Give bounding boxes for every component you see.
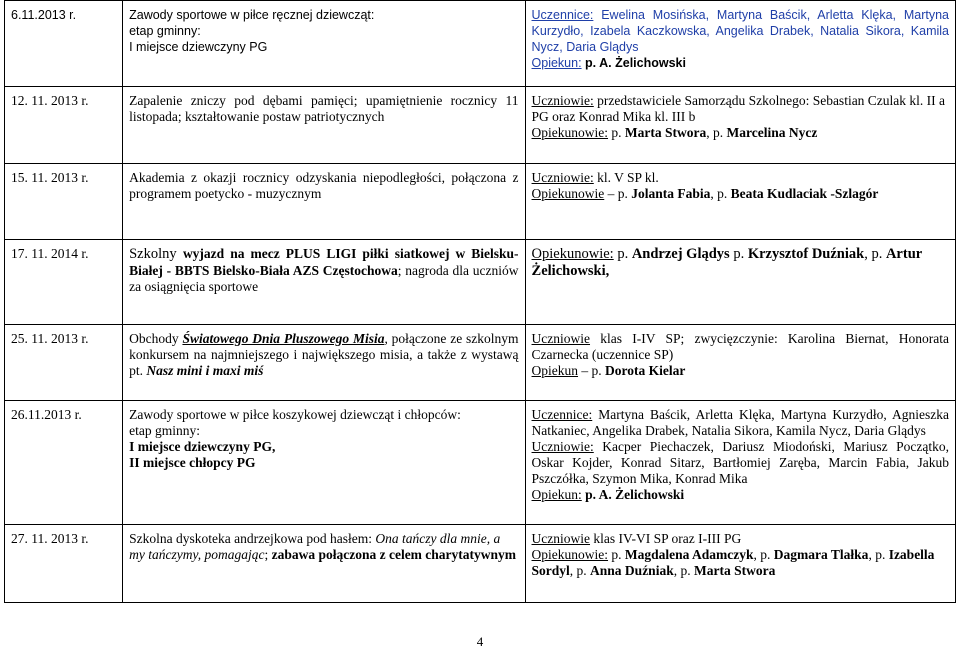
event-date: 25. 11. 2013 r. bbox=[11, 331, 89, 346]
event-participants bbox=[526, 164, 955, 210]
students-line: Uczniowie: przedstawiciele Samorządu Szkolnego: Sebastian Czulak kl. II a PG oraz Konrad Mika kl. III b bbox=[531, 93, 946, 124]
event-description: Obchody Światowego Dnia Pluszowego Misia, połączone ze szkolnym konkursem na najmniejszego i największego misia, a także z wystawą pt. Nasz mini i maxi miś bbox=[129, 331, 519, 378]
event-description: Zawody sportowe w piłce koszykowej dziewcząt i chłopców: etap gminny: I miejsce dziewczyny PG, II miejsce chłopcy PG bbox=[129, 407, 461, 470]
event-description: Zawody sportowe w piłce ręcznej dziewcząt: etap gminny: I miejsce dziewczyny PG bbox=[129, 8, 375, 54]
supervisor-line: Opiekun: p. A. Żelichowski bbox=[531, 487, 685, 502]
event-description: Szkolny wyjazd na mecz PLUS LIGI piłki siatkowej w Bielsku-Białej - BBTS Bielsko-Biała AZS Częstochowa; nagroda dla uczniów za osiągnięcia sportowe bbox=[129, 246, 519, 294]
table-row bbox=[5, 525, 956, 603]
girls-line: Uczennice: Martyna Baścik, Arletta Klęka, Martyna Kurzydło, Agnieszka Natkaniec, Angelika Drabek, Natalia Sikora, Kamila Nycz, Daria Glądys bbox=[531, 407, 949, 438]
table-row bbox=[5, 1, 956, 87]
event-participants bbox=[526, 325, 955, 387]
event-participants bbox=[526, 87, 955, 149]
events-table bbox=[4, 0, 956, 603]
supervisor-line: Opiekun – p. Dorota Kielar bbox=[531, 363, 686, 378]
event-description: Akademia z okazji rocznicy odzyskania niepodległości, połączona z programem poetycko - muzycznym bbox=[129, 170, 519, 201]
event-participants bbox=[526, 240, 955, 288]
boys-line: Uczniowie: Kacper Piechaczek, Dariusz Miodoński, Mariusz Początko, Oskar Kojder, Konrad Sitarz, Bartłomiej Zaręba, Marcin Fabia, Jakub Pszczółka, Szymon Mika, Konrad Mika bbox=[531, 439, 949, 486]
event-description: Zapalenie zniczy pod dębami pamięci; upamiętnienie rocznicy 11 listopada; kształtowanie postaw patriotycznych bbox=[129, 93, 519, 124]
event-participants bbox=[526, 401, 955, 511]
students-line: Uczniowie: kl. V SP kl. bbox=[531, 170, 659, 185]
students-line: Uczennice: Ewelina Mosińska, Martyna Baścik, Arletta Klęka, Martyna Kurzydło, Izabela Kaczkowska, Angelika Drabek, Natalia Sikora, Kamila Nycz, Daria Glądys bbox=[531, 8, 949, 54]
event-date: 27. 11. 2013 r. bbox=[11, 531, 89, 546]
table-row bbox=[5, 401, 956, 525]
table-row bbox=[5, 164, 956, 240]
table-row bbox=[5, 87, 956, 164]
supervisor-line: Opiekunowie: p. Andrzej Glądys p. Krzysztof Duźniak, p. Artur Żelichowski, bbox=[531, 246, 922, 279]
supervisor-line: Opiekunowie – p. Jolanta Fabia, p. Beata Kudlaciak -Szlagór bbox=[531, 186, 879, 201]
event-date: 17. 11. 2014 r. bbox=[11, 246, 89, 261]
supervisor-line: Opiekunowie: p. Marta Stwora, p. Marcelina Nycz bbox=[531, 125, 818, 140]
students-line: Uczniowie klas I-IV SP; zwycięzczynie: Karolina Biernat, Honorata Czarnecka (uczennice SP) bbox=[531, 331, 949, 362]
event-participants bbox=[526, 1, 955, 79]
table-row bbox=[5, 325, 956, 401]
event-description: Szkolna dyskoteka andrzejkowa pod hasłem: Ona tańczy dla mnie, a my tańczymy, pomagając; zabawa połączona z celem charytatywnym bbox=[129, 531, 517, 562]
event-date: 26.11.2013 r. bbox=[11, 407, 82, 422]
event-date: 15. 11. 2013 r. bbox=[11, 170, 89, 185]
event-participants bbox=[526, 525, 955, 587]
supervisor-line: Opiekunowie: p. Magdalena Adamczyk, p. Dagmara Tlałka, p. Izabella Sordyl, p. Anna Duźniak, p. Marta Stwora bbox=[531, 547, 935, 578]
table-row bbox=[5, 240, 956, 325]
supervisor-line: Opiekun: p. A. Żelichowski bbox=[531, 56, 686, 70]
event-date: 12. 11. 2013 r. bbox=[11, 93, 89, 108]
page-number: 4 bbox=[476, 634, 484, 649]
students-line: Uczniowie klas IV-VI SP oraz I-III PG bbox=[531, 531, 742, 546]
event-date: 6.11.2013 r. bbox=[11, 8, 77, 22]
